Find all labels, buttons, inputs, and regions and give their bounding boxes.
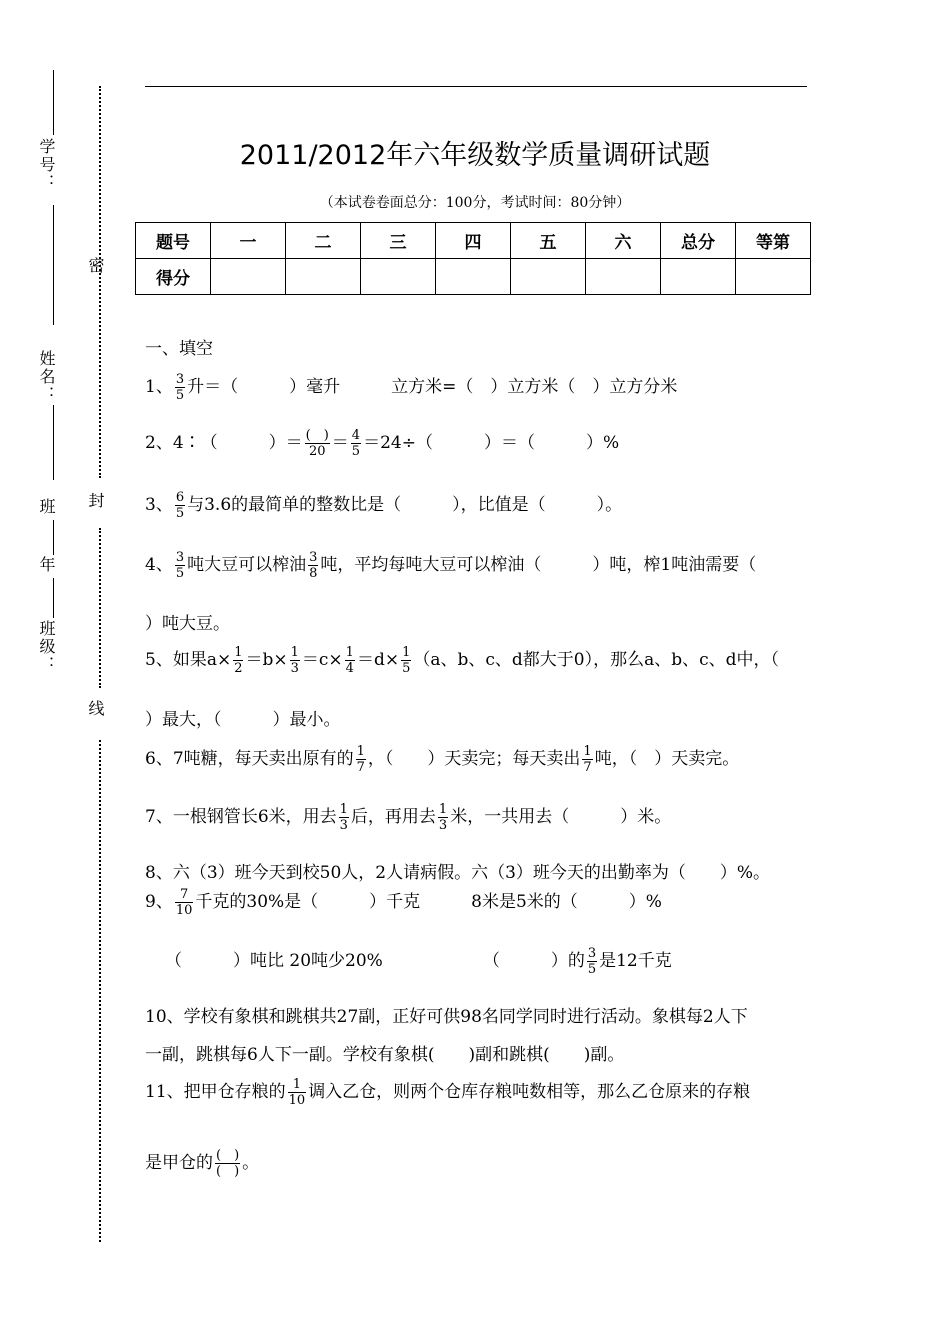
seal-char-mi: 密 bbox=[86, 257, 105, 275]
fraction: $\frac{( )}{( )}$ bbox=[216, 1148, 240, 1179]
score-header-cell: 题号 bbox=[136, 223, 211, 259]
question-10-line-1: 10、学校有象棋和跳棋共27副，正好可供98名同学同时进行活动。象棋每2人下 bbox=[145, 1007, 748, 1027]
score-table-header-row bbox=[136, 223, 811, 259]
question-5-continued: ）最大，（ ）最小。 bbox=[145, 710, 341, 730]
margin-line-top bbox=[53, 70, 54, 135]
question-7: 7、一根钢管长6米，用去 $\frac{1}{3}$ 后，再用去 $\frac{1}{3}$ 米，一共用去（ ）米。 bbox=[145, 802, 672, 833]
fraction: $\frac{1}{5}$ bbox=[402, 645, 411, 676]
fraction: $\frac{1}{10}$ bbox=[288, 1077, 306, 1108]
question-9-line-2: （ ）吨比 20吨少20% （ ）的 $\frac{3}{5}$ 是12千克 bbox=[165, 946, 672, 977]
header-rule bbox=[145, 86, 807, 87]
score-table-score-row bbox=[136, 259, 811, 295]
question-3: 3、 $\frac{6}{5}$ 与3.6的最简单的整数比是（ ），比值是（ ）。 bbox=[145, 490, 623, 521]
name-label: 姓名： bbox=[37, 350, 56, 404]
fraction: $\frac{3}{5}$ bbox=[175, 550, 185, 581]
fraction: $\frac{1}{2}$ bbox=[234, 645, 243, 676]
score-cell[interactable] bbox=[361, 259, 436, 295]
fraction: $\frac{4}{5}$ bbox=[351, 428, 361, 459]
margin-line-4 bbox=[53, 520, 54, 555]
fraction: $\frac{7}{10}$ bbox=[175, 887, 193, 918]
score-header-cell: 五 bbox=[511, 223, 586, 259]
question-4: 4、 $\frac{3}{5}$ 吨大豆可以榨油 $\frac{3}{8}$ 吨，平均每吨大豆可以榨油（ ）吨，榨1吨油需要（ bbox=[145, 550, 757, 581]
question-5: 5、如果a× $\frac{1}{2}$ ＝b× $\frac{1}{3}$ ＝c× $\frac{1}{4}$ ＝d× $\frac{1}{5}$ （a、b、c、d都大于0），那么a、b、c、d中，（ bbox=[145, 645, 780, 676]
score-header-cell: 等第 bbox=[736, 223, 811, 259]
fraction: $\frac{3}{5}$ bbox=[587, 946, 597, 977]
seal-dotted-line-3 bbox=[99, 740, 101, 1242]
score-cell[interactable] bbox=[211, 259, 286, 295]
class-char: 班 bbox=[37, 498, 56, 516]
page-title: 2011/2012年六年级数学质量调研试题 bbox=[239, 140, 711, 171]
fraction: $\frac{1}{4}$ bbox=[345, 645, 354, 676]
fraction: $\frac{6}{5}$ bbox=[175, 490, 185, 521]
fraction: $\frac{1}{3}$ bbox=[339, 802, 348, 833]
fraction: $\frac{3}{5}$ bbox=[175, 372, 185, 403]
id-label: 学号： bbox=[37, 138, 56, 192]
margin-line-3 bbox=[53, 405, 54, 480]
fraction: $\frac{3}{8}$ bbox=[309, 550, 318, 581]
question-9: 9、 $\frac{7}{10}$ 千克的30%是（ ）千克 8米是5米的（ ）% bbox=[145, 887, 662, 918]
score-cell[interactable] bbox=[436, 259, 511, 295]
score-cell[interactable] bbox=[586, 259, 661, 295]
class-label: 班级： bbox=[37, 620, 56, 674]
question-8: 8、六（3）班今天到校50人，2人请病假。六（3）班今天的出勤率为（ ）%。 bbox=[145, 863, 771, 883]
margin-line-2 bbox=[53, 205, 54, 325]
score-header-cell: 二 bbox=[286, 223, 361, 259]
question-11: 11、把甲仓存粮的 $\frac{1}{10}$ 调入乙仓，则两个仓库存粮吨数相等，那么乙仓原来的存粮 bbox=[145, 1077, 751, 1108]
grade-char: 年 bbox=[37, 556, 56, 574]
score-header-cell: 一 bbox=[211, 223, 286, 259]
question-11-line-2: 是甲仓的 $\frac{( )}{( )}$ 。 bbox=[145, 1148, 260, 1179]
question-6: 6、7吨糖，每天卖出原有的 $\frac{1}{7}$ ，（ ）天卖完；每天卖出 $\frac{1}{7}$ 吨，（ ）天卖完。 bbox=[145, 744, 740, 775]
exam-info: （本试卷卷面总分：100分，考试时间：80分钟） bbox=[319, 195, 631, 211]
margin-line-5 bbox=[53, 578, 54, 618]
fraction: $\frac{1}{7}$ bbox=[356, 744, 365, 775]
seal-dotted-line-2 bbox=[99, 528, 101, 688]
score-header-cell: 四 bbox=[436, 223, 511, 259]
fraction: $\frac{1}{7}$ bbox=[583, 744, 592, 775]
score-cell[interactable] bbox=[736, 259, 811, 295]
score-header-cell: 总分 bbox=[661, 223, 736, 259]
score-cell[interactable] bbox=[511, 259, 586, 295]
score-row-label: 得分 bbox=[136, 259, 211, 295]
fraction: $\frac{1}{3}$ bbox=[438, 802, 448, 833]
seal-char-xian: 线 bbox=[86, 700, 105, 718]
fraction: $\frac{1}{3}$ bbox=[290, 645, 299, 676]
score-header-cell: 六 bbox=[586, 223, 661, 259]
seal-char-feng: 封 bbox=[86, 492, 105, 510]
question-1: 1、 $\frac{3}{5}$ 升＝（ ）毫升 立方米=（ ）立方米（ ）立方分米 bbox=[145, 372, 678, 403]
section-heading: 一、填空 bbox=[145, 339, 213, 359]
score-cell[interactable] bbox=[286, 259, 361, 295]
question-4-continued: ）吨大豆。 bbox=[145, 614, 230, 634]
fraction: $\frac{( )}{20}$ bbox=[305, 428, 329, 459]
score-cell[interactable] bbox=[661, 259, 736, 295]
question-2: 2、4∶（ ）＝ $\frac{( )}{20}$ ＝ $\frac{4}{5}$ ＝24÷（ ）＝（ ）% bbox=[145, 428, 620, 459]
question-10-line-2: 一副，跳棋每6人下一副。学校有象棋( )副和跳棋( )副。 bbox=[145, 1045, 625, 1065]
score-header-cell: 三 bbox=[361, 223, 436, 259]
score-table bbox=[135, 222, 811, 295]
